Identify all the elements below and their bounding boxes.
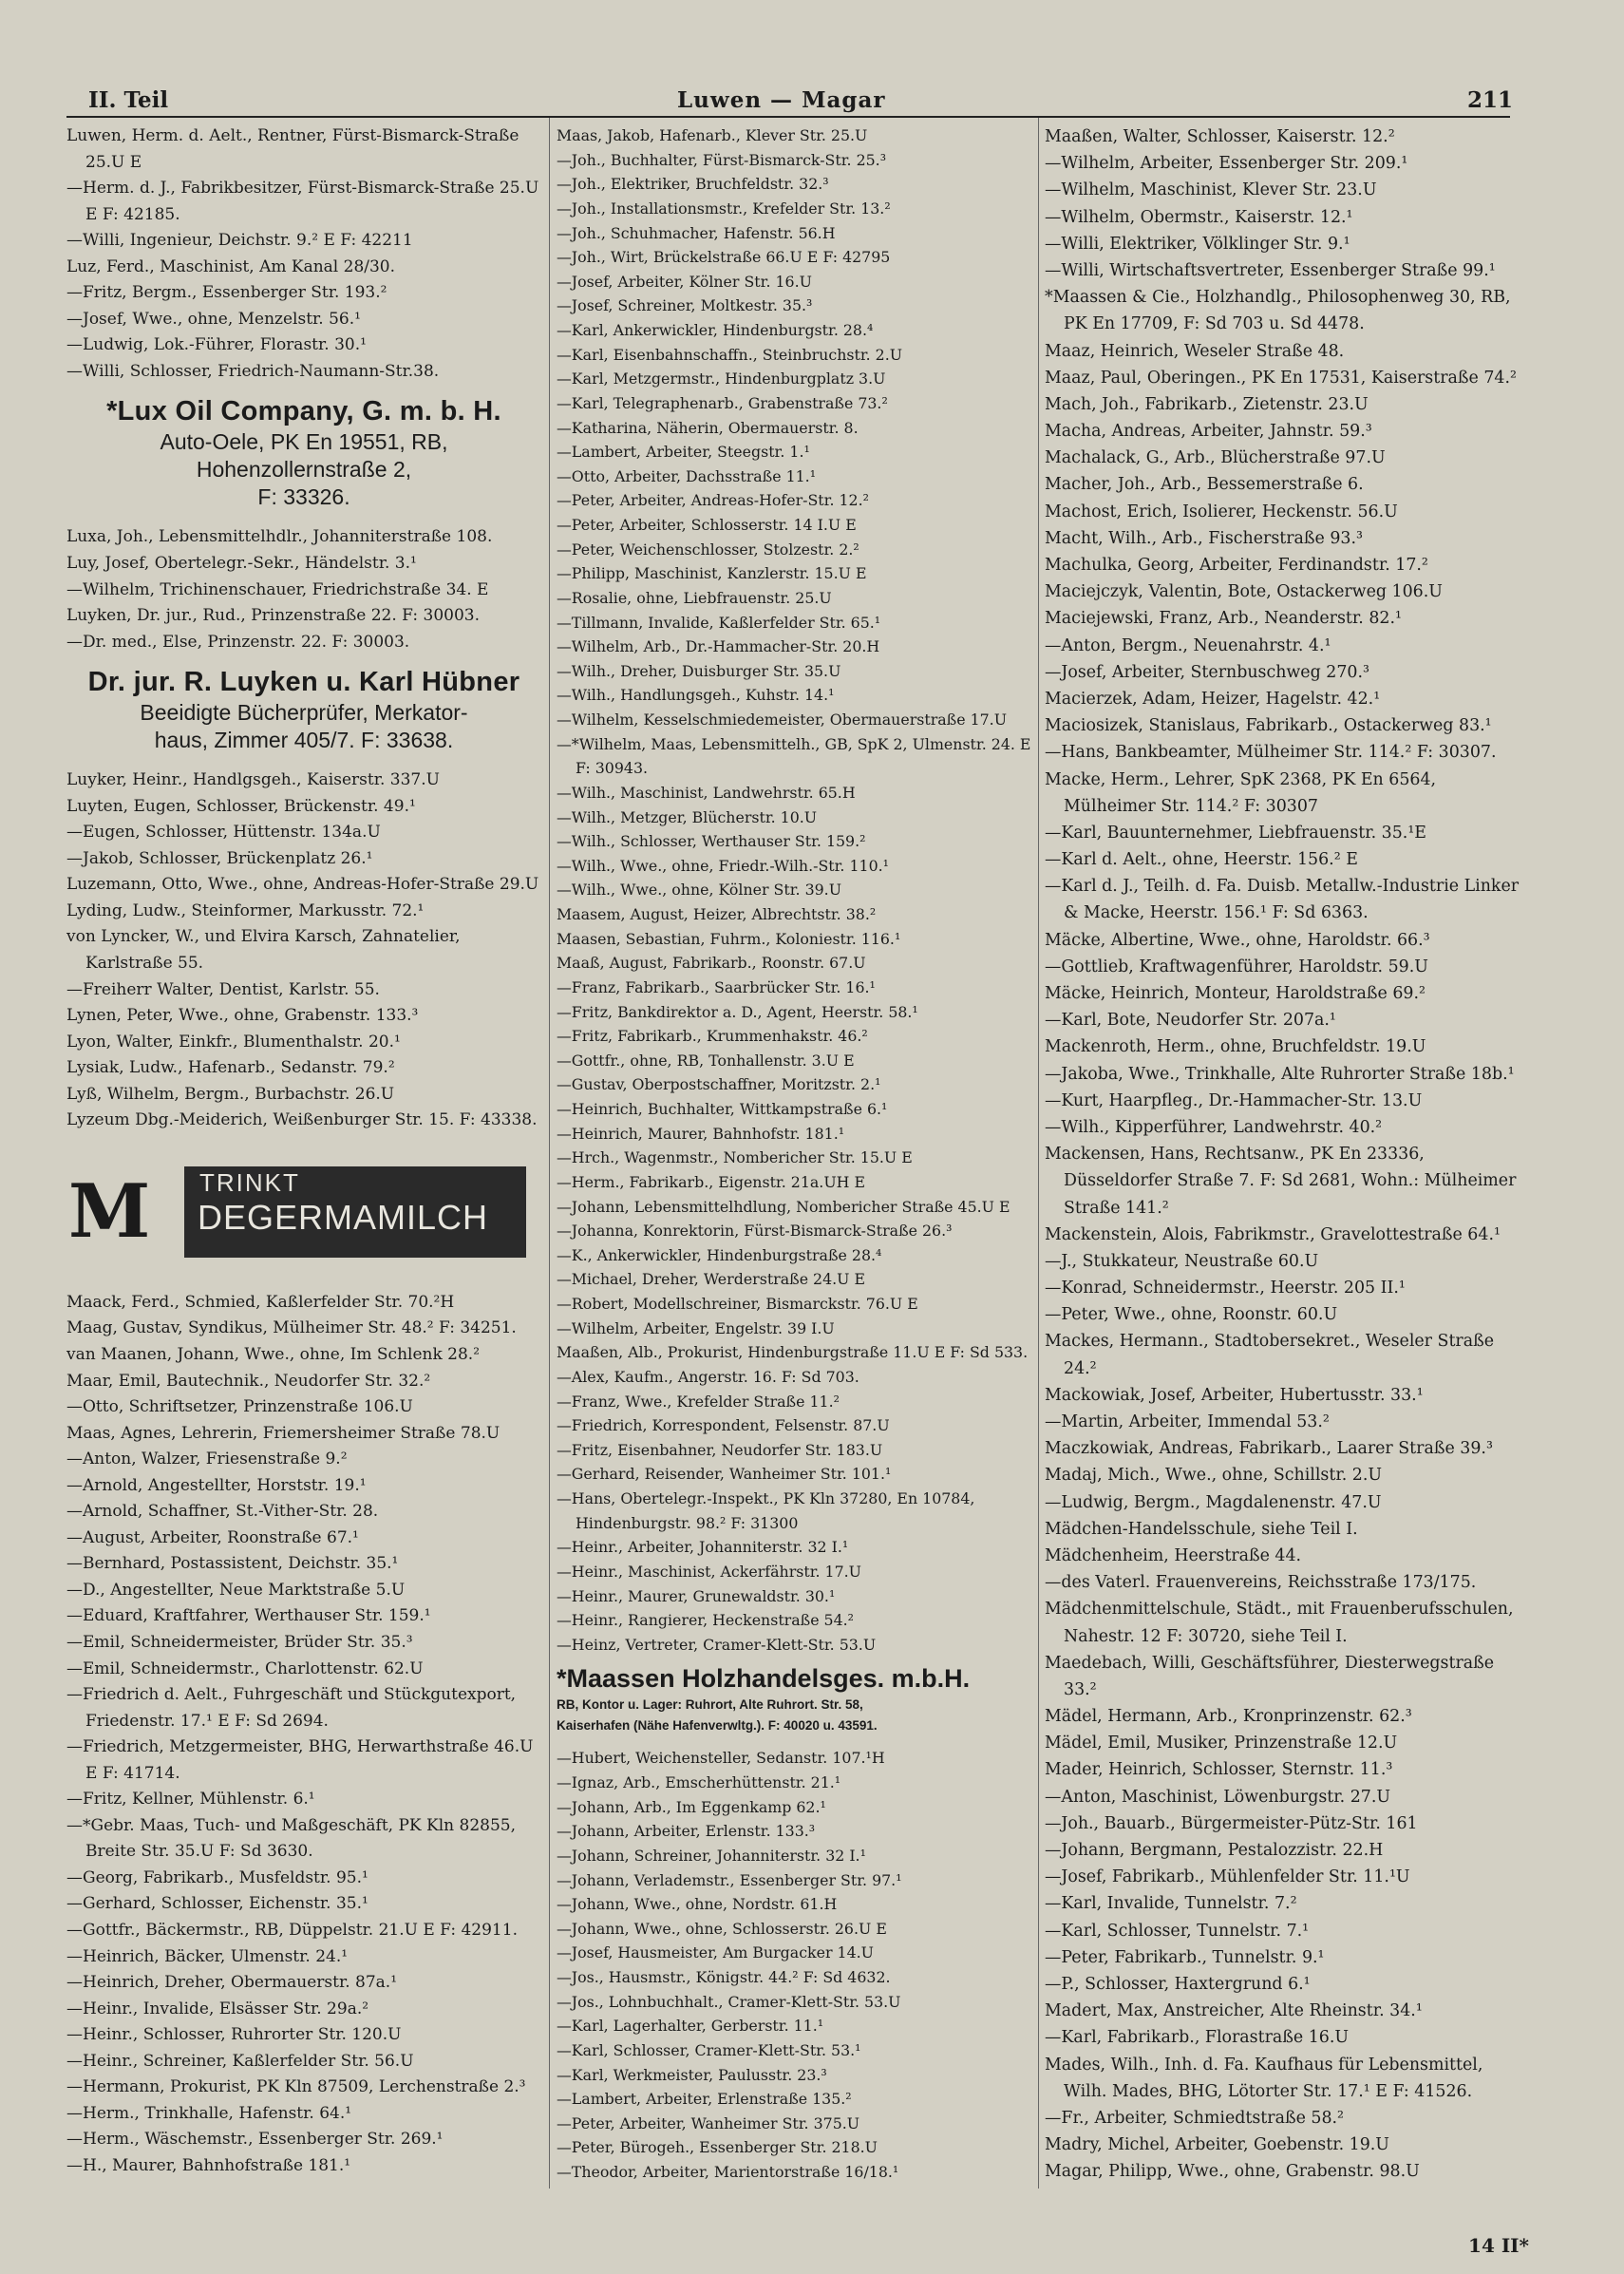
directory-entry: Maasen, Sebastian, Fuhrm., Koloniestr. 116.¹	[557, 929, 901, 948]
directory-entry: —Gerhard, Schlosser, Eichenstr. 35.¹	[66, 1894, 368, 1914]
directory-entry: —Wilh., Maschinist, Landwehrstr. 65.H	[557, 783, 856, 802]
directory-entry: —Johann, Wwe., ohne, Nordstr. 61.H	[557, 1895, 838, 1914]
directory-entry: Luyken, Dr. jur., Rud., Prinzenstraße 22. F: 30003.	[66, 606, 480, 626]
directory-entry: Mader, Heinrich, Schlosser, Sternstr. 11.³	[1045, 1760, 1393, 1780]
directory-entry: Lyon, Walter, Einkfr., Blumenthalstr. 20.¹	[66, 1032, 401, 1052]
directory-entry: —Ludwig, Bergm., Magdalenenstr. 47.U	[1045, 1492, 1382, 1512]
directory-entry: Maaßen, Walter, Schlosser, Kaiserstr. 12.²	[1045, 127, 1395, 146]
directory-entry: van Maanen, Johann, Wwe., ohne, Im Schlenk 28.²	[66, 1344, 481, 1364]
directory-entry: Macke, Herm., Lehrer, SpK 2368, PK En 6564, Mülheimer Str. 114.² F: 30307	[1045, 769, 1437, 816]
directory-entry: —Michael, Dreher, Werderstraße 24.U E	[557, 1270, 866, 1289]
directory-entry: —Josef, Schreiner, Moltkestr. 35.³	[557, 296, 813, 315]
directory-entry: —Karl, Bauunternehmer, Liebfrauenstr. 35.¹E	[1045, 823, 1426, 843]
directory-entry: —Johann, Arbeiter, Erlenstr. 133.³	[557, 1822, 816, 1841]
directory-entry: —J., Stukkateur, Neustraße 60.U	[1045, 1251, 1319, 1271]
directory-entry: —Friedrich d. Aelt., Fuhrgeschäft und Stückgutexport, Friedenstr. 17.¹ E F: Sd 2694.	[66, 1685, 517, 1731]
directory-entry: —Otto, Schriftsetzer, Prinzenstraße 106.U	[66, 1397, 413, 1417]
directory-entry: —Ludwig, Lok.-Führer, Florastr. 30.¹	[66, 335, 367, 355]
directory-entry: —Kurt, Haarpfleg., Dr.-Hammacher-Str. 13.U	[1045, 1090, 1423, 1110]
directory-entry: —Herm., Wäschemstr., Essenberger Str. 269.¹	[66, 2130, 444, 2150]
directory-entry: Mäcke, Heinrich, Monteur, Haroldstraße 69.²	[1045, 984, 1426, 1003]
directory-entry: —Peter, Arbeiter, Schlosserstr. 14 I.U E	[557, 516, 857, 534]
directory-entry: —Rosalie, ohne, Liebfrauenstr. 25.U	[557, 588, 832, 607]
directory-entry: Machost, Erich, Isolierer, Heckenstr. 56.U	[1045, 502, 1398, 521]
directory-entry: Maaz, Heinrich, Weseler Straße 48.	[1045, 341, 1345, 361]
column-2	[557, 123, 1031, 2185]
directory-entry: —Heinr., Invalide, Elsässer Str. 29a.²	[66, 1999, 369, 2018]
directory-entry: Maaßen, Alb., Prokurist, Hindenburgstraße 11.U E F: Sd 533.	[557, 1343, 1029, 1362]
directory-entry: Maciejewski, Franz, Arb., Neanderstr. 82.¹	[1045, 609, 1402, 629]
directory-entry: Mädel, Emil, Musiker, Prinzenstraße 12.U	[1045, 1734, 1398, 1753]
directory-entry: —Heinr., Rangierer, Heckenstraße 54.²	[557, 1611, 855, 1630]
directory-entry: —Heinr., Maurer, Grunewaldstr. 30.¹	[557, 1586, 836, 1605]
directory-entry: Maedebach, Willi, Geschäftsführer, Diesterwegstraße 33.²	[1045, 1653, 1495, 1699]
directory-entry: Mädel, Hermann, Arb., Kronprinzenstr. 62.³	[1045, 1707, 1412, 1727]
directory-entry: —Josef, Fabrikarb., Mühlenfelder Str. 11.¹U	[1045, 1867, 1410, 1887]
directory-entry: Maas, Jakob, Hafenarb., Klever Str. 25.U	[557, 126, 868, 144]
directory-entry: —Gottfr., ohne, RB, Tonhallenstr. 3.U E	[557, 1051, 855, 1070]
directory-entry: —Josef, Hausmeister, Am Burgacker 14.U	[557, 1943, 874, 1962]
directory-entry: —Anton, Bergm., Neuenahrstr. 4.¹	[1045, 635, 1331, 655]
directory-entry: Mackes, Hermann., Stadtobersekret., Weseler Straße 24.²	[1045, 1332, 1495, 1378]
directory-entry: Mackowiak, Josef, Arbeiter, Hubertusstr. 33.¹	[1045, 1385, 1424, 1405]
directory-entry: Maar, Emil, Bautechnik., Neudorfer Str. 32.²	[66, 1371, 431, 1391]
directory-entry: —August, Arbeiter, Roonstraße 67.¹	[66, 1527, 359, 1547]
directory-entry: Mackenroth, Herm., ohne, Bruchfeldstr. 19.U	[1045, 1037, 1426, 1057]
directory-entry: —Heinrich, Bäcker, Ulmenstr. 24.¹	[66, 1946, 349, 1966]
directory-entry: —Karl, Fabrikarb., Florastraße 16.U	[1045, 2028, 1350, 2048]
directory-entry: —Wilhelm, Arbeiter, Engelstr. 39 I.U	[557, 1318, 835, 1337]
directory-entry: —Emil, Schneidermeister, Brüder Str. 35.³	[66, 1632, 413, 1652]
directory-entry: —Wilh., Wwe., ohne, Friedr.-Wilh.-Str. 110.¹	[557, 856, 889, 875]
directory-entry: —Heinr., Maschinist, Ackerfährstr. 17.U	[557, 1562, 861, 1581]
signature-mark: 14 II*	[1468, 2234, 1529, 2257]
directory-entry: —Fritz, Bankdirektor a. D., Agent, Heerstr. 58.¹	[557, 1002, 918, 1021]
directory-entry: —Peter, Arbeiter, Wanheimer Str. 375.U	[557, 2113, 860, 2132]
directory-entry: —Dr. med., Else, Prinzenstr. 22. F: 30003.	[66, 632, 410, 652]
directory-entry: —des Vaterl. Frauenvereins, Reichsstraße 173/175.	[1045, 1573, 1477, 1593]
directory-entry: —Karl, Invalide, Tunnelstr. 7.²	[1045, 1894, 1297, 1914]
directory-entry: Maczkowiak, Andreas, Fabrikarb., Laarer Straße 39.³	[1045, 1439, 1493, 1459]
directory-entry: *Maassen & Cie., Holzhandlg., Philosophenweg 30, RB, PK En 17709, F: Sd 703 u. Sd 4478.	[1045, 288, 1511, 334]
directory-entry: —Fritz, Fabrikarb., Krummenhakstr. 46.²	[557, 1027, 868, 1046]
ad-luyken-line: Beeidigte Bücherprüfer, Merkator-	[140, 700, 468, 726]
ad-maassen-line: Kaiserhafen (Nähe Hafenverwltg.). F: 40020 u. 43591.	[557, 1718, 878, 1734]
directory-entry: Lynen, Peter, Wwe., ohne, Grabenstr. 133.³	[66, 1006, 419, 1026]
page-number: 211	[1466, 87, 1513, 113]
degermamilch-line-2: DEGERMAMILCH	[198, 1197, 489, 1237]
directory-entry: —Johann, Lebensmittelhdlung, Nombericher Straße 45.U E	[557, 1197, 1010, 1216]
directory-entry: —*Wilhelm, Maas, Lebensmittelh., GB, SpK 2, Ulmenstr. 24. E F: 30943.	[557, 734, 1031, 778]
directory-entry: Lysiak, Ludw., Hafenarb., Sedanstr. 79.²	[66, 1058, 395, 1078]
ad-lux-oil-line: F: 33326.	[257, 484, 350, 510]
column-divider-1	[549, 118, 550, 2189]
directory-entry: —Lambert, Arbeiter, Erlenstraße 135.²	[557, 2090, 852, 2109]
directory-entry: Maasem, August, Heizer, Albrechtstr. 38.²	[557, 905, 877, 923]
ad-maassen-holz	[557, 1662, 1031, 1736]
directory-entry: —Georg, Fabrikarb., Musfeldstr. 95.¹	[66, 1867, 368, 1887]
directory-entry: Luz, Ferd., Maschinist, Am Kanal 28/30.	[66, 256, 396, 276]
directory-entry: —Johann, Schreiner, Johanniterstr. 32 I.¹	[557, 1846, 866, 1865]
directory-entry: —Otto, Arbeiter, Dachsstraße 11.¹	[557, 466, 817, 485]
directory-entry: —Herm., Trinkhalle, Hafenstr. 64.¹	[66, 2103, 352, 2123]
directory-entry: Mäcke, Albertine, Wwe., ohne, Haroldstr. 66.³	[1045, 930, 1430, 950]
directory-entry: —Karl d. Aelt., ohne, Heerstr. 156.² E	[1045, 850, 1358, 870]
directory-entry: —K., Ankerwickler, Hindenburgstraße 28.⁴	[557, 1245, 882, 1264]
directory-entry: —Wilh., Metzger, Blücherstr. 10.U	[557, 807, 818, 826]
directory-entry: —Willi, Schlosser, Friedrich-Naumann-Str.38.	[66, 361, 440, 381]
directory-entry: —Wilh., Schlosser, Werthauser Str. 159.²	[557, 832, 866, 851]
section-label: II. Teil	[88, 87, 169, 113]
header-rule	[66, 116, 1510, 118]
entries-block-1c	[66, 767, 541, 1134]
directory-entry: —Herm. d. J., Fabrikbesitzer, Fürst-Bismarck-Straße 25.U E F: 42185.	[66, 179, 539, 224]
directory-entry: —Peter, Bürogeh., Essenberger Str. 218.U	[557, 2138, 878, 2157]
directory-entry: —Karl, Ankerwickler, Hindenburgstr. 28.⁴	[557, 321, 874, 339]
directory-entry: —*Gebr. Maas, Tuch- und Maßgeschäft, PK Kln 82855, Breite Str. 35.U F: Sd 3630.	[66, 1815, 517, 1862]
ad-lux-oil	[66, 394, 541, 511]
directory-entry: Macha, Andreas, Arbeiter, Jahnstr. 59.³	[1045, 422, 1372, 442]
directory-entry: Maaz, Paul, Oberingen., PK En 17531, Kaiserstraße 74.²	[1045, 368, 1517, 388]
directory-entry: Mackensen, Hans, Rechtsanw., PK En 23336, Düsseldorfer Straße 7. F: Sd 2681, Wohn.: Mülheimer Straße 141.²	[1045, 1145, 1517, 1218]
directory-entry: —Franz, Fabrikarb., Saarbrücker Str. 16.¹	[557, 977, 876, 996]
directory-entry: Mädchenmittelschule, Städt., mit Frauenberufsschulen, Nahestr. 12 F: 30720, siehe Teil I.	[1045, 1600, 1514, 1646]
directory-entry: —Hermann, Prokurist, PK Kln 87509, Lerchenstraße 2.³	[66, 2077, 526, 2097]
column-divider-2	[1038, 118, 1039, 2189]
directory-entry: Luwen, Herm. d. Aelt., Rentner, Fürst-Bismarck-Straße 25.U E	[66, 126, 519, 172]
directory-entry: Luyten, Eugen, Schlosser, Brückenstr. 49.¹	[66, 796, 416, 816]
directory-entry: —Wilhelm, Trichinenschauer, Friedrichstraße 34. E	[66, 579, 489, 599]
directory-entry: —Anton, Maschinist, Löwenburgstr. 27.U	[1045, 1787, 1391, 1807]
directory-entry: —Willi, Elektriker, Völklinger Str. 9.¹	[1045, 234, 1350, 254]
directory-entry: —Freiherr Walter, Dentist, Karlstr. 55.	[66, 979, 380, 999]
directory-entry: —Wilhelm, Kesselschmiedemeister, Obermauerstraße 17.U	[557, 711, 1008, 729]
directory-entry: —Josef, Arbeiter, Kölner Str. 16.U	[557, 272, 812, 291]
directory-entry: —Karl, Telegraphenarb., Grabenstraße 73.²	[557, 393, 888, 412]
directory-entry: —Eugen, Schlosser, Hüttenstr. 134a.U	[66, 823, 381, 843]
directory-entry: —Josef, Wwe., ohne, Menzelstr. 56.¹	[66, 309, 361, 329]
directory-entry: —Joh., Schuhmacher, Hafenstr. 56.H	[557, 223, 836, 242]
directory-entry: —H., Maurer, Bahnhofstraße 181.¹	[66, 2155, 351, 2175]
entries-block-1d	[66, 1290, 541, 2180]
directory-entry: —Wilh., Handlungsgeh., Kuhstr. 14.¹	[557, 686, 835, 705]
directory-entry: —Karl, Schlosser, Cramer-Klett-Str. 53.¹	[557, 2040, 861, 2059]
directory-entry: —Peter, Weichenschlosser, Stolzestr. 2.²	[557, 540, 859, 559]
directory-entry: —Karl, Werkmeister, Paulusstr. 23.³	[557, 2065, 827, 2084]
directory-entry: —Hubert, Weichensteller, Sedanstr. 107.¹H	[557, 1749, 885, 1768]
directory-entry: —Karl, Schlosser, Tunnelstr. 7.¹	[1045, 1921, 1310, 1941]
directory-entry: —Willi, Wirtschaftsvertreter, Essenberger Straße 99.¹	[1045, 260, 1496, 280]
directory-entry: —Gerhard, Reisender, Wanheimer Str. 101.¹	[557, 1465, 892, 1484]
directory-entry: Luzemann, Otto, Wwe., ohne, Andreas-Hofer-Straße 29.U	[66, 875, 539, 895]
ad-luyken	[66, 665, 541, 754]
directory-entry: —Fritz, Bergm., Essenberger Str. 193.²	[66, 283, 387, 303]
directory-entry: —Fr., Arbeiter, Schmiedtstraße 58.²	[1045, 2108, 1345, 2128]
ad-luyken-name: Dr. jur. R. Luyken u. Karl Hübner	[87, 667, 520, 698]
ad-luyken-line: haus, Zimmer 405/7. F: 33638.	[154, 728, 454, 753]
directory-entry: —Heinz, Vertreter, Cramer-Klett-Str. 53.U	[557, 1635, 877, 1654]
directory-entry: —Joh., Elektriker, Bruchfeldstr. 32.³	[557, 175, 829, 194]
directory-entry: —Johanna, Konrektorin, Fürst-Bismarck-Straße 26.³	[557, 1222, 953, 1241]
directory-entry: Maag, Gustav, Syndikus, Mülheimer Str. 48.² F: 34251.	[66, 1318, 517, 1338]
directory-entry: Madaj, Mich., Wwe., ohne, Schillstr. 2.U	[1045, 1466, 1383, 1486]
directory-entry: —Arnold, Schaffner, St.-Vither-Str. 28.	[66, 1502, 379, 1522]
directory-entry: —Karl, Eisenbahnschaffn., Steinbruchstr. 2.U	[557, 345, 903, 364]
directory-entry: Macher, Joh., Arb., Bessemerstraße 6.	[1045, 475, 1364, 495]
directory-entry: Maciejczyk, Valentin, Bote, Ostackerweg 106.U	[1045, 582, 1443, 602]
directory-entry: —Eduard, Kraftfahrer, Werthauser Str. 159.¹	[66, 1606, 431, 1626]
directory-entry: Mades, Wilh., Inh. d. Fa. Kaufhaus für Lebensmittel, Wilh. Mades, BHG, Lötorter Str. 17.¹ E F: 41526.	[1045, 2055, 1483, 2101]
directory-entry: —Hrch., Wagenmstr., Nombericher Str. 15.U E	[557, 1148, 913, 1167]
section-letter-m: M	[68, 1167, 151, 1255]
directory-entry: Madert, Max, Anstreicher, Alte Rheinstr. 34.¹	[1045, 2001, 1423, 2021]
entries-block-2a	[557, 123, 1031, 1657]
directory-entry: —Peter, Arbeiter, Andreas-Hofer-Str. 12.²	[557, 491, 869, 510]
directory-entry: —D., Angestellter, Neue Marktstraße 5.U	[66, 1580, 406, 1600]
directory-entry: —Robert, Modellschreiner, Bismarckstr. 76.U E	[557, 1295, 918, 1313]
directory-entry: —Johann, Bergmann, Pestalozzistr. 22.H	[1045, 1841, 1384, 1860]
directory-entry: —Heinr., Arbeiter, Johanniterstr. 32 I.¹	[557, 1538, 849, 1557]
directory-entry: —Franz, Wwe., Krefelder Straße 11.²	[557, 1392, 840, 1411]
directory-entry: Maack, Ferd., Schmied, Kaßlerfelder Str. 70.²H	[66, 1292, 455, 1312]
directory-entry: —Jos., Hausmstr., Königstr. 44.² F: Sd 4632.	[557, 1968, 891, 1986]
directory-entry: —Joh., Buchhalter, Fürst-Bismarck-Str. 25.³	[557, 150, 887, 169]
directory-entry: Luxa, Joh., Lebensmittelhdlr., Johanniterstraße 108.	[66, 527, 493, 547]
directory-entry: von Lyncker, W., und Elvira Karsch, Zahnatelier, Karlstraße 55.	[66, 927, 461, 974]
ad-lux-oil-line: Hohenzollernstraße 2,	[196, 457, 412, 483]
running-head: Luwen — Magar	[677, 87, 886, 113]
directory-entry: —Gottfr., Bäckermstr., RB, Düppelstr. 21.U E F: 42911.	[66, 1920, 518, 1940]
directory-entry: Luy, Josef, Obertelegr.-Sekr., Händelstr. 3.¹	[66, 554, 417, 574]
directory-entry: Lyß, Wilhelm, Bergm., Burbachstr. 26.U	[66, 1084, 395, 1104]
degermamilch-box	[184, 1166, 526, 1258]
directory-entry: —Fritz, Kellner, Mühlenstr. 6.¹	[66, 1790, 315, 1810]
directory-entry: —Hans, Bankbeamter, Mülheimer Str. 114.² F: 30307.	[1045, 743, 1497, 763]
directory-entry: —Gottlieb, Kraftwagenführer, Haroldstr. 59.U	[1045, 957, 1428, 976]
directory-entry: Lyding, Ludw., Steinformer, Markusstr. 72.¹	[66, 900, 425, 920]
directory-entry: —Jos., Lohnbuchhalt., Cramer-Klett-Str. 53.U	[557, 1992, 901, 2011]
directory-entry: —Gustav, Oberpostschaffner, Moritzstr. 2.¹	[557, 1075, 881, 1094]
ad-lux-oil-line: Auto-Oele, PK En 19551, RB,	[160, 429, 448, 455]
entries-block-2b	[557, 1746, 1031, 2184]
directory-entry: —Willi, Ingenieur, Deichstr. 9.² E F: 42211	[66, 231, 413, 251]
directory-entry: —Alex, Kaufm., Angerstr. 16. F: Sd 703.	[557, 1367, 859, 1386]
directory-entry: —Arnold, Angestellter, Horststr. 19.¹	[66, 1475, 367, 1495]
directory-entry: Magar, Philipp, Wwe., ohne, Grabenstr. 98.U	[1045, 2162, 1420, 2182]
directory-entry: —P., Schlosser, Haxtergrund 6.¹	[1045, 1974, 1311, 1994]
ad-lux-oil-name: *Lux Oil Company, G. m. b. H.	[106, 396, 501, 427]
directory-entry: —Wilhelm, Maschinist, Klever Str. 23.U	[1045, 180, 1377, 200]
directory-entry: —Bernhard, Postassistent, Deichstr. 35.¹	[66, 1554, 399, 1574]
directory-entry: —Fritz, Eisenbahner, Neudorfer Str. 183.U	[557, 1440, 883, 1459]
directory-entry: —Herm., Fabrikarb., Eigenstr. 21a.UH E	[557, 1172, 865, 1191]
directory-entry: Maciosizek, Stanislaus, Fabrikarb., Ostackerweg 83.¹	[1045, 716, 1492, 736]
directory-entry: —Friedrich, Metzgermeister, BHG, Herwarthstraße 46.U E F: 41714.	[66, 1737, 534, 1783]
directory-entry: —Philipp, Maschinist, Kanzlerstr. 15.U E	[557, 564, 867, 583]
directory-entry: Mach, Joh., Fabrikarb., Zietenstr. 23.U	[1045, 394, 1369, 414]
directory-entry: —Anton, Walzer, Friesenstraße 9.²	[66, 1450, 348, 1469]
directory-entry: Luyker, Heinr., Handlgsgeh., Kaiserstr. 337.U	[66, 770, 440, 790]
directory-entry: —Theodor, Arbeiter, Marientorstraße 16/18.¹	[557, 2163, 899, 2181]
directory-entry: —Peter, Fabrikarb., Tunnelstr. 9.¹	[1045, 1947, 1325, 1967]
ad-degermamilch	[66, 1157, 541, 1271]
directory-entry: —Wilh., Wwe., ohne, Kölner Str. 39.U	[557, 881, 842, 900]
directory-entry: —Tillmann, Invalide, Kaßlerfelder Str. 65.¹	[557, 613, 881, 632]
directory-entry: —Jakoba, Wwe., Trinkhalle, Alte Ruhrorter Straße 18b.¹	[1045, 1064, 1515, 1084]
directory-entry: —Joh., Wirt, Brückelstraße 66.U E F: 42795	[557, 248, 891, 267]
entries-block-1b	[66, 524, 541, 655]
directory-entry: —Johann, Wwe., ohne, Schlosserstr. 26.U E	[557, 1919, 887, 1938]
ad-maassen-name: *Maassen Holzhandelsges. m.b.H.	[557, 1664, 971, 1694]
entries-block-3	[1045, 123, 1520, 2185]
directory-entry: —Peter, Wwe., ohne, Roonstr. 60.U	[1045, 1305, 1338, 1325]
directory-entry: —Wilhelm, Arb., Dr.-Hammacher-Str. 20.H	[557, 637, 880, 656]
directory-entry: Machalack, G., Arb., Blücherstraße 97.U	[1045, 448, 1386, 468]
directory-entry: —Karl, Metzgermstr., Hindenburgplatz 3.U	[557, 370, 886, 388]
directory-entry: —Heinr., Schreiner, Kaßlerfelder Str. 56.U	[66, 2051, 414, 2071]
directory-entry: —Wilhelm, Arbeiter, Essenberger Str. 209.¹	[1045, 154, 1408, 174]
directory-entry: Machulka, Georg, Arbeiter, Ferdinandstr. 17.²	[1045, 556, 1428, 575]
page-header	[88, 87, 1513, 118]
ad-maassen-line: RB, Kontor u. Lager: Ruhrort, Alte Ruhrort. Str. 58,	[557, 1697, 863, 1713]
directory-entry: Maas, Agnes, Lehrerin, Friemersheimer Straße 78.U	[66, 1423, 500, 1443]
directory-entry: Mädchenheim, Heerstraße 44.	[1045, 1545, 1302, 1565]
directory-entry: Macierzek, Adam, Heizer, Hagelstr. 42.¹	[1045, 689, 1381, 709]
degermamilch-line-1: TRINKT	[199, 1167, 300, 1197]
directory-entry: —Josef, Arbeiter, Sternbuschweg 270.³	[1045, 662, 1369, 682]
directory-entry: —Konrad, Schneidermstr., Heerstr. 205 II.¹	[1045, 1279, 1406, 1298]
directory-entry: —Wilhelm, Obermstr., Kaiserstr. 12.¹	[1045, 207, 1353, 227]
directory-entry: —Katharina, Näherin, Obermauerstr. 8.	[557, 418, 859, 437]
directory-entry: —Joh., Bauarb., Bürgermeister-Pütz-Str. 161	[1045, 1813, 1418, 1833]
column-3	[1045, 123, 1520, 2185]
directory-entry: —Wilh., Dreher, Duisburger Str. 35.U	[557, 661, 841, 680]
directory-entry: —Karl, Lagerhalter, Gerberstr. 11.¹	[557, 2017, 824, 2036]
directory-entry: —Friedrich, Korrespondent, Felsenstr. 87.U	[557, 1416, 890, 1435]
directory-entry: —Emil, Schneidermstr., Charlottenstr. 62.U	[66, 1658, 424, 1678]
entries-block-1a	[66, 123, 541, 385]
directory-entry: Macht, Wilh., Arb., Fischerstraße 93.³	[1045, 528, 1363, 548]
directory-entry: Mädchen-Handelsschule, siehe Teil I.	[1045, 1519, 1358, 1539]
directory-entry: —Johann, Verlademstr., Essenberger Str. 97.¹	[557, 1870, 902, 1889]
directory-entry: —Jakob, Schlosser, Brückenplatz 26.¹	[66, 848, 373, 868]
directory-entry: Madry, Michel, Arbeiter, Goebenstr. 19.U	[1045, 2135, 1389, 2155]
directory-entry: —Karl, Bote, Neudorfer Str. 207a.¹	[1045, 1011, 1336, 1031]
directory-entry: —Heinrich, Maurer, Bahnhofstr. 181.¹	[557, 1124, 845, 1143]
directory-entry: —Wilh., Kipperführer, Landwehrstr. 40.²	[1045, 1117, 1383, 1137]
directory-entry: —Martin, Arbeiter, Immendal 53.²	[1045, 1412, 1330, 1431]
directory-entry: —Heinr., Schlosser, Ruhrorter Str. 120.U	[66, 2025, 402, 2045]
directory-entry: —Ignaz, Arb., Emscherhüttenstr. 21.¹	[557, 1773, 841, 1791]
directory-entry: —Lambert, Arbeiter, Steegstr. 1.¹	[557, 443, 810, 462]
directory-entry: Lyzeum Dbg.-Meiderich, Weißenburger Str. 15. F: 43338.	[66, 1110, 538, 1130]
directory-entry: Mackenstein, Alois, Fabrikmstr., Gravelottestraße 64.¹	[1045, 1224, 1501, 1244]
column-1	[66, 123, 541, 2179]
directory-entry: —Joh., Installationsmstr., Krefelder Str. 13.²	[557, 199, 891, 218]
directory-entry: —Heinrich, Buchhalter, Wittkampstraße 6.¹	[557, 1100, 888, 1118]
directory-entry: —Heinrich, Dreher, Obermauerstr. 87a.¹	[66, 1973, 398, 1993]
directory-entry: —Johann, Arb., Im Eggenkamp 62.¹	[557, 1797, 826, 1816]
directory-entry: —Karl d. J., Teilh. d. Fa. Duisb. Metallw.-Industrie Linker & Macke, Heerstr. 156.¹ F: Sd 6363.	[1045, 877, 1520, 923]
directory-entry: —Hans, Obertelegr.-Inspekt., PK Kln 37280, En 10784, Hindenburgstr. 98.² F: 31300	[557, 1489, 975, 1532]
directory-entry: Maaß, August, Fabrikarb., Roonstr. 67.U	[557, 954, 866, 973]
